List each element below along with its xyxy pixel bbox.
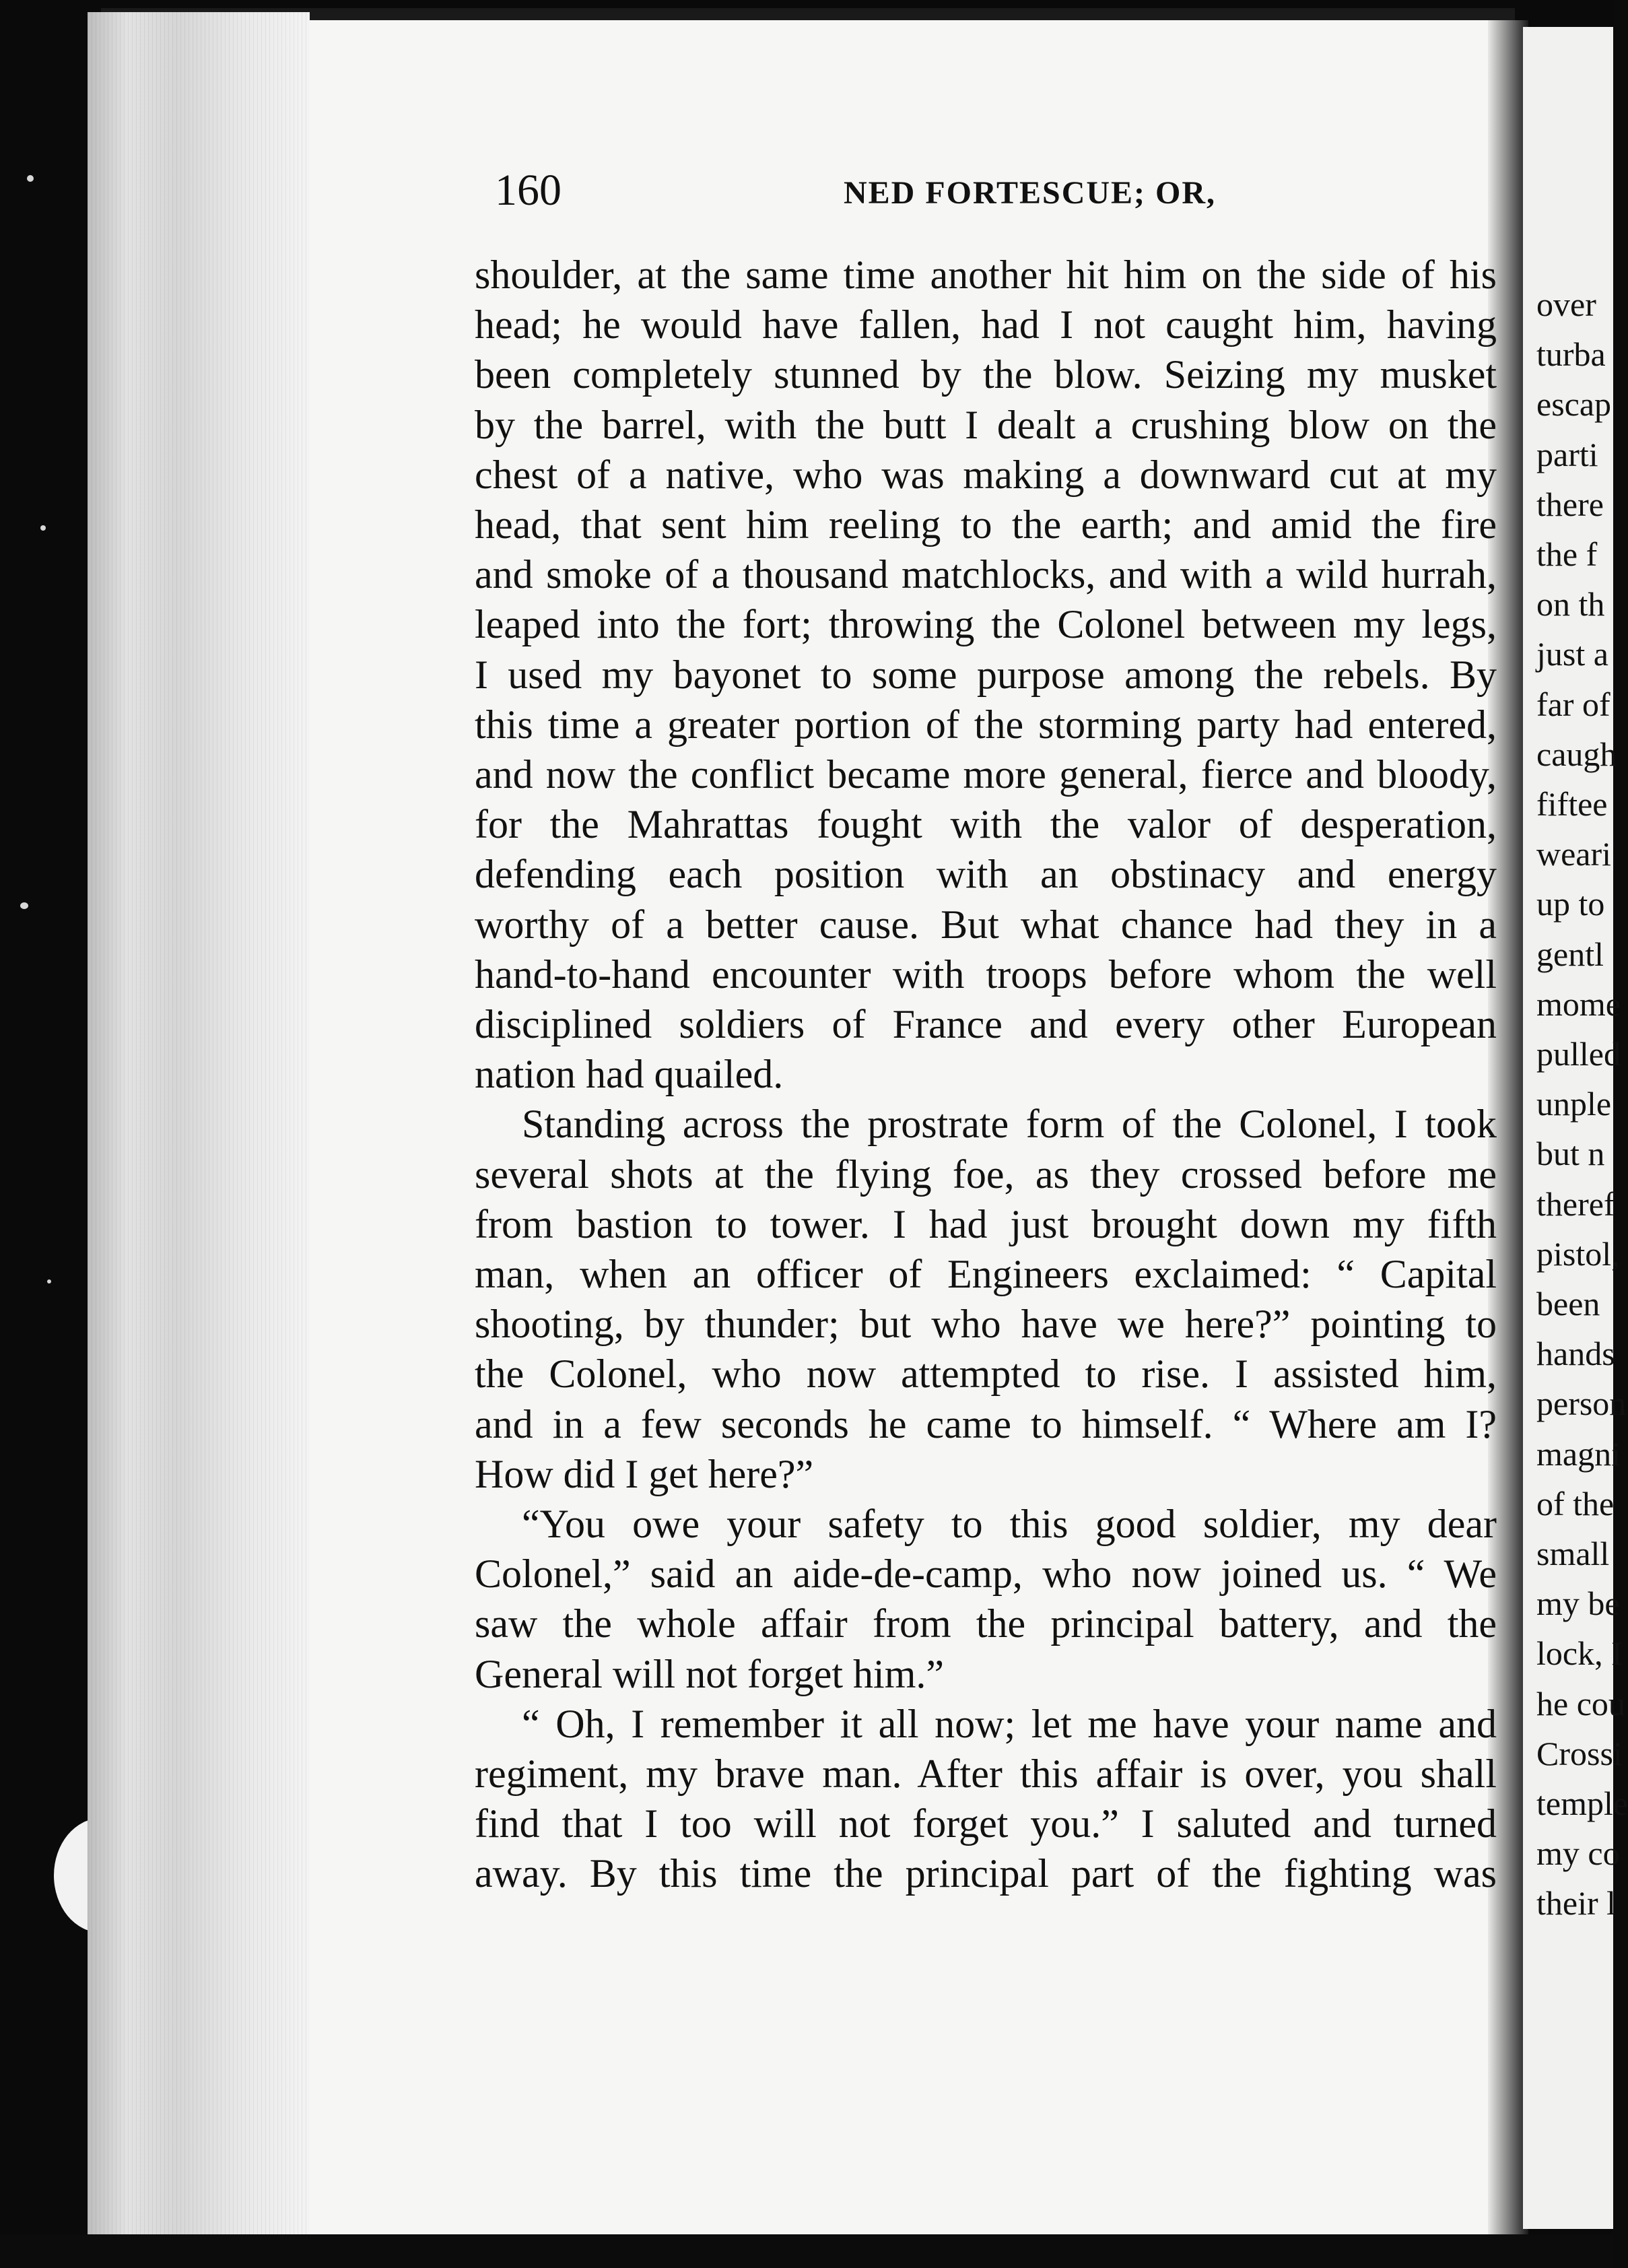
text-line: How did I get here?” (475, 1451, 814, 1496)
text-line: head, that sent him reeling to the earth; and amid the fire (475, 502, 1497, 547)
book-page-edges (88, 12, 310, 2234)
next-page-line: there (1536, 485, 1604, 523)
text-line: saw the whole affair from the principal battery, and the (475, 1601, 1497, 1646)
text-line: Colonel,” said an aide-de-camp, who now joined us. “ We (475, 1552, 1497, 1597)
text-line: shooting, by thunder; but who have we here?” pointing to (475, 1302, 1497, 1347)
next-page-line: my be (1536, 1585, 1620, 1623)
next-page-line: of the (1536, 1484, 1615, 1523)
running-title: NED FORTESCUE; OR, (844, 175, 1217, 211)
text-line: several shots at the flying foe, as they crossed before me (475, 1152, 1497, 1197)
text-line: the Colonel, who now attempted to rise. I assisted him, (475, 1352, 1497, 1397)
next-page-line: magni (1536, 1434, 1621, 1473)
next-page-line: gentl (1536, 935, 1604, 973)
text-line: been completely stunned by the blow. Seizing my musket (475, 352, 1497, 397)
next-page-line: unple (1536, 1085, 1612, 1123)
next-page-line: theref (1536, 1185, 1615, 1223)
next-page-line: turba (1536, 335, 1606, 374)
text-line: nation had quailed. (475, 1052, 784, 1097)
dust-speck (40, 525, 46, 531)
next-page-line: over (1536, 286, 1596, 323)
text-line: I used my bayonet to some purpose among the rebels. By (475, 652, 1497, 697)
next-page-line: parti (1536, 435, 1598, 473)
text-line: shoulder, at the same time another hit him on the side of his (475, 253, 1497, 297)
text-line: this time a greater portion of the storming party had entered, (475, 702, 1497, 747)
next-page-line: fiftee (1536, 785, 1608, 823)
text-line: regiment, my brave man. After this affair is over, you shall (475, 1752, 1497, 1796)
next-page-line: their l (1536, 1884, 1617, 1923)
scan-bottom-edge (0, 2234, 1613, 2268)
next-page-line: Crossi (1536, 1734, 1623, 1772)
dust-speck (20, 902, 28, 909)
text-line: for the Mahrattas fought with the valor of desperation, (475, 802, 1497, 847)
next-page-line: temple (1536, 1785, 1628, 1822)
text-line: disciplined soldiers of France and every other European (475, 1002, 1497, 1046)
next-page-line: he cou (1536, 1684, 1625, 1723)
next-page-line: small (1536, 1535, 1610, 1572)
next-page-line: weari (1536, 835, 1612, 873)
text-line: chest of a native, who was making a downward cut at my (475, 452, 1497, 497)
page-number: 160 (495, 166, 562, 215)
next-page-line: up to (1536, 885, 1605, 923)
text-line: hand-to-hand encounter with troops before whom the well (475, 952, 1497, 997)
next-page-line: the f (1536, 535, 1598, 573)
next-page-line: been (1536, 1285, 1600, 1323)
next-page-line: person (1536, 1385, 1627, 1423)
text-line: away. By this time the principal part of the fighting was (475, 1851, 1497, 1896)
next-page-fragment (1523, 27, 1628, 2229)
text-line: man, when an officer of Engineers exclaimed: “ Capital (475, 1252, 1497, 1296)
text-line: from bastion to tower. I had just brought down my fifth (475, 1201, 1497, 1246)
dust-speck (47, 1279, 51, 1283)
text-line: General will not forget him.” (475, 1651, 945, 1696)
text-line: and in a few seconds he came to himself. “ Where am I? (475, 1401, 1497, 1446)
text-line: head; he would have fallen, had I not caught him, having (475, 302, 1497, 347)
running-head (495, 165, 1437, 226)
next-page-line: lock, I (1536, 1634, 1623, 1673)
text-line: leaped into the fort; throwing the Colonel between my legs, (475, 602, 1497, 647)
text-line: defending each position with an obstinacy and energy (475, 852, 1497, 897)
text-line: and smoke of a thousand matchlocks, and with a wild hurrah, (475, 552, 1497, 597)
next-page-line: mome (1536, 985, 1621, 1023)
text-line: “ Oh, I remember it all now; let me have your name and (522, 1701, 1497, 1746)
text-line: and now the conflict became more general, fierce and bloody, (475, 752, 1497, 797)
next-page-line: just a (1536, 635, 1608, 673)
next-page-line: pulled (1536, 1035, 1621, 1073)
dust-speck (27, 175, 34, 182)
next-page-line: my co (1536, 1834, 1620, 1873)
next-page-line: but n (1536, 1135, 1605, 1173)
next-page-line: escap (1536, 385, 1612, 424)
next-page-line: far of (1536, 685, 1610, 723)
next-page-line: caugh (1536, 735, 1617, 773)
next-page-line: pistol, (1536, 1234, 1620, 1273)
text-line: worthy of a better cause. But what chance had they in a (475, 902, 1497, 947)
text-line: “You owe your safety to this good soldier, my dear (522, 1502, 1497, 1546)
text-line: by the barrel, with the butt I dealt a crushing blow on the (475, 402, 1497, 447)
text-line: find that I too will not forget you.” I saluted and turned (475, 1801, 1497, 1846)
text-line: Standing across the prostrate form of the Colonel, I took (522, 1102, 1497, 1147)
next-page-line: hands (1536, 1335, 1615, 1373)
next-page-line: on th (1536, 585, 1605, 624)
